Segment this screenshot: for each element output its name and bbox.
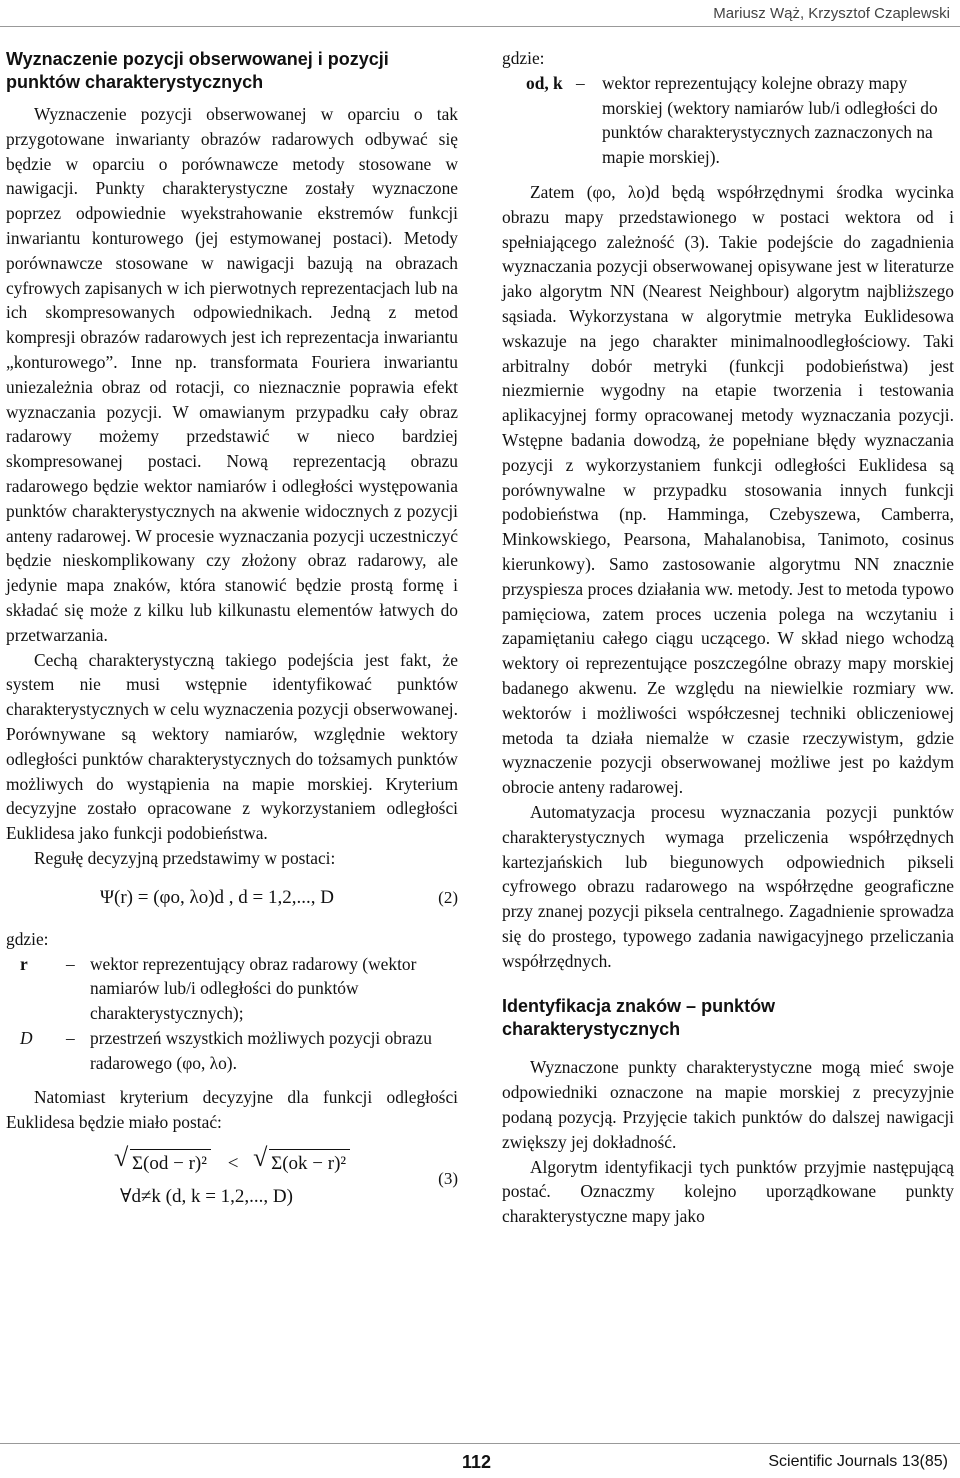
definition-term: r	[20, 953, 28, 974]
definition-dash: –	[66, 1027, 75, 1048]
definition-term: od, k	[526, 72, 563, 93]
sqrt-right	[269, 1149, 350, 1177]
equation-2-body: Ψ(r) = (φo, λo)d , d = 1,2,..., D	[100, 887, 334, 909]
left-paragraph-1: Wyznaczenie pozycji obserwowanej w oparciu o tak przygotowane inwarianty obrazów radarowych odbywać się będzie w oparciu o porównawcze metody stosowane w nawigacji. Punkty charakterystyczne zostały wyznaczone poprzez odpowiednie wyekstrahowanie ekstremów funkcji inwariantu konturowego (jej estymowanej postaci). Metody porównawcze stosowane w nawigacji bazują na obrazach cyfrowych zapisanych w ich pierwotnych reprezentacjach lub na ich skompresowanych odpowiednikach. Jedną z metod kompresji obrazów radarowych jest ich reprezentacja inwariantu „konturowego”. Inne np. transformata Fouriera inwariantu uniezależnia obraz od rotacji, co nieznacznie poprawia efekt wyznaczania pozycji. W omawianym przypadku cały obraz radarowy możemy przedstawić w nieco bardziej skompresowanej postaci. Nową reprezentacją obrazu radarowego będzie wektor namiarów i odległości występowania punktów charakterystycznych na akwenie widocznych z pozycji anteny radarowej. W procesie wyznaczania pozycji uczestniczyć będzie nieskomplikowany czy złożony obraz radarowy, ale jedynie mapa znaków, która stanowić będzie prostą formę i składać się może z kilku lub kilkunastu elementów łatwych do przetwarzania.	[6, 104, 458, 645]
equation-3-left-term: Σ(od − r)²	[132, 1153, 207, 1175]
header-authors: Mariusz Wąż, Krzysztof Czaplewski	[713, 4, 950, 22]
left-column	[6, 40, 458, 1210]
equation-3	[6, 1149, 458, 1210]
definition-desc: przestrzeń wszystkich możliwych pozycji obrazu radarowego (φo, λo).	[90, 1027, 432, 1073]
page-number: 112	[462, 1452, 492, 1472]
equation-3-right-term: Σ(ok − r)²	[271, 1153, 347, 1175]
definition-desc: wektor reprezentujący obraz radarowy (wektor namiarów lub/i odległości do punktów charakterystycznych);	[90, 953, 417, 1024]
journal-name: Scientific Journals 13(85)	[768, 1453, 948, 1470]
definition-item	[502, 71, 954, 170]
definition-dash: –	[66, 953, 75, 974]
definition-dash: –	[576, 72, 585, 93]
left-definitions	[6, 952, 458, 1076]
equation-2-number: (2)	[438, 888, 458, 908]
section-title-identification: Identyfikacja znaków – punktów charakterystycznych	[502, 996, 776, 1040]
definition-item	[6, 952, 458, 1026]
running-header	[0, 0, 960, 27]
equation-3-body	[6, 1149, 428, 1210]
right-where-label: gdzie:	[502, 48, 545, 68]
right-paragraph-2: Automatyzacja procesu wyznaczania pozycji punktów charakterystycznych wymaga przeliczenia współrzędnych kartezjańskich lub biegunowych odpowiednich pikseli cyfrowego obrazu radarowego na współrzędne geograficzne przy znanej pozycji piksela centralnego. Zagadnienie sprowadza się do prostego, typowego zadania nawigacyjnego przeliczania współrzędnych.	[502, 801, 954, 971]
definition-desc: wektor reprezentujący kolejne obrazy mapy morskiej (wektory namiarów lub/i odległości do punktów charakterystycznych zaznaczonych na mapie morskiej).	[602, 72, 938, 168]
right-paragraph-1: Zatem (φo, λo)d będą współrzędnymi środka wycinka obrazu mapy przedstawionego w postaci wektora od i spełniającego zależność (3). Takie podejście do zagadnienia wyznaczania pozycji obserwowanej opisywane jest w literaturze jako algorytm NN (Nearest Neighbour) algorytm najbliższego sąsiada. Wykorzystana w algorytmie metryka Euklidesowa wskazuje na jego charakter minimalnoodległościowy. Taki arbitralny dobór metryki (funkcji podobieństwa) jest niezmiernie wygodny na etapie tworzenia i testowania aplikacyjnej formy opracowanej metody wyznaczania pozycji. Wstępne badania dowodzą, że popełniane błędy wyznaczania pozycji z wykorzystaniem funkcji odległości Euklidesa są porównywalne w przypadku stosowania innych funkcji podobieństwa (np. Hamminga, Czebyszewa, Camberra, Minkowskiego, Pearsona, Mahalanobisa, Tanimoto, cosinus kierunkowy). Samo zastosowanie algorytmu NN znacznie przyspiesza proces działania ww. metody. Jest to metoda typowo pamięciowa, zatem proces uczenia polega na wczytaniu i zapamiętaniu całego ciągu uczącego. W skład niego wchodzą wektory oi reprezentujące poszczególne obrazy mapy morskiej badanego akwenu. Ze względu na niewielkie rozmiary ww. wektorów i możliwości współczesnej techniki obliczeniowej metoda ta działa niemalże w czasie rzeczywistym, gdzie wyznaczenie pozycji obserwowanej możliwe jest po każdym obrocie anteny radarowej.	[502, 181, 954, 798]
equation-3-operator: <	[227, 1153, 239, 1175]
right-column	[502, 40, 954, 1229]
right-paragraph-3: Wyznaczone punkty charakterystyczne mogą mieć swoje odpowiedniki oznaczone na mapie morskiej z precyzyjnie podaną pozycją. Przyjęcie takich punktów do dalszej nawigacji zwiększy jej dokładność.	[502, 1057, 954, 1152]
right-paragraph-4: Algorytm identyfikacji tych punktów przyjmie następującą postać. Oznaczmy kolejno uporządkowane punkty charakterystyczne mapy jako	[502, 1156, 954, 1227]
left-paragraph-3: Regułę decyzyjną przedstawimy w postaci:	[34, 847, 336, 868]
definition-item	[6, 1026, 458, 1076]
equation-3-line-2: ∀d≠k (d, k = 1,2,..., D)	[120, 1185, 293, 1207]
section-title-position: Wyznaczenie pozycji obserwowanej i pozycji punktów charakterystycznych	[6, 49, 389, 92]
equation-2	[6, 871, 458, 927]
left-where-label: gdzie:	[6, 928, 49, 949]
page-footer	[0, 1443, 960, 1478]
left-paragraph-2: Cechą charakterystyczną takiego podejścia jest fakt, że system nie musi wstępnie identyfikować punktów charakterystycznych w celu wyznaczenia pozycji obserwowanej. Porównywane są wektory namiarów, względnie wektory odległości punktów charakterystycznych do tożsamych punktów możliwych do wystąpienia na mapie morskiej. Kryterium decyzyjne zostało opracowane z wykorzystaniem odległości Euklidesa jako funkcji podobieństwa.	[6, 649, 458, 844]
definition-term: D	[20, 1027, 33, 1048]
equation-3-number: (3)	[438, 1168, 458, 1188]
equation-3-line-1	[116, 1149, 428, 1177]
sqrt-left	[130, 1149, 211, 1177]
left-paragraph-4: Natomiast kryterium decyzyjne dla funkcji odległości Euklidesa będzie miało postać:	[6, 1087, 458, 1133]
